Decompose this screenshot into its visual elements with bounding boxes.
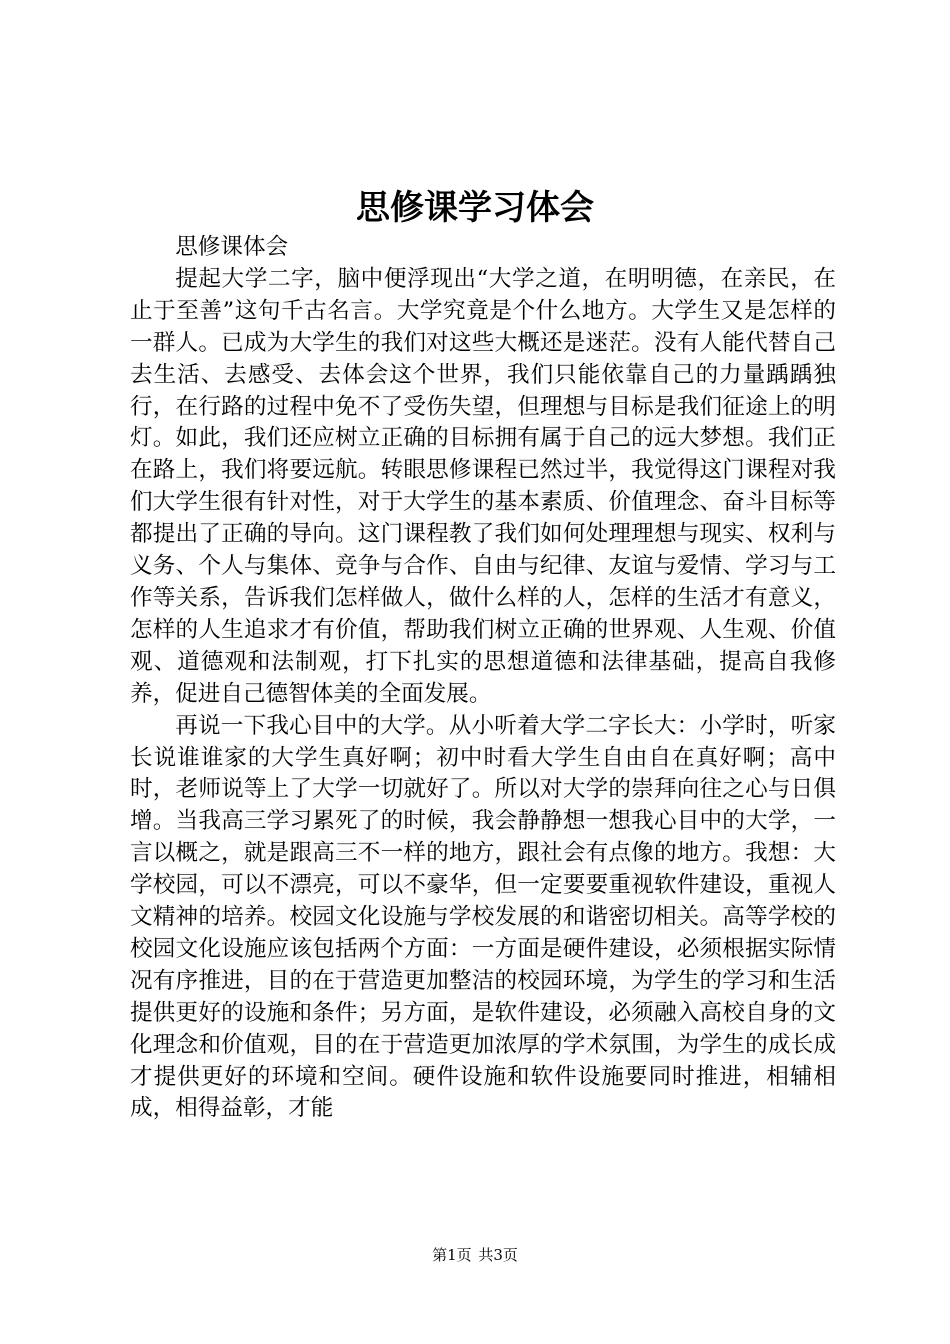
paragraph: 再说一下我心目中的大学。从小听着大学二字长大：小学时，听家长说谁谁家的大学生真好啊；初中时看大学生自由自在真好啊；高中时，老师说等上了大学一切就好了。所以对大学的崇拜向往之心与日俱增。当我高三学习累死了的时候，我会静静想一想我心目中的大学，一言以概之，就是跟高三不一样的地方，跟社会有点像的地方。我想：大学校园，可以不漂亮，可以不豪华，但一定要要重视软件建设，重视人文精神的培养。校园文化设施与学校发展的和谐密切相关。高等学校的校园文化设施应该包括两个方面：一方面是硬件建设，必须根据实际情况有序推进，目的在于营造更加整洁的校园环境，为学生的学习和生活提供更好的设施和条件；另方面，是软件建设，必须融入高校自身的文化理念和价值观，目的在于营造更加浓厚的学术氛围，为学生的成长成才提供更好的环境和空间。硬件设施和软件设施要同时推进，相辅相成，相得益彰，才能	[130, 712, 836, 1122]
document-subtitle: 思修课体会	[175, 234, 289, 260]
page-footer	[0, 1240, 950, 1270]
page-number-current: 第1页	[432, 1246, 472, 1264]
document-body	[130, 232, 836, 1125]
paragraph: 提起大学二字，脑中便浮现出“大学之道，在明明德，在亲民，在止于至善”这句千古名言。大学究竟是个什么地方。大学生又是怎样的一群人。已成为大学生的我们对这些大概还是迷茫。没有人能代替自己去生活、去感受、去体会这个世界，我们只能依靠自己的力量踽踽独行，在行路的过程中免不了受伤失望，但理想与目标是我们征途上的明灯。如此，我们还应树立正确的目标拥有属于自己的远大梦想。我们正在路上，我们将要远航。转眼思修课程已然过半，我觉得这门课程对我们大学生很有针对性，对于大学生的基本素质、价值理念、奋斗目标等都提出了正确的导向。这门课程教了我们如何处理理想与现实、权利与义务、个人与集体、竞争与合作、自由与纪律、友谊与爱情、学习与工作等关系，告诉我们怎样做人，做什么样的人，怎样的生活才有意义，怎样的人生追求才有价值，帮助我们树立正确的世界观、人生观、价值观、道德观和法制观，打下扎实的思想道德和法律基础，提高自我修养，促进自己德智体美的全面发展。	[130, 265, 836, 707]
document-title: 思修课学习体会	[356, 188, 594, 228]
page-number-total: 共3页	[478, 1246, 518, 1264]
